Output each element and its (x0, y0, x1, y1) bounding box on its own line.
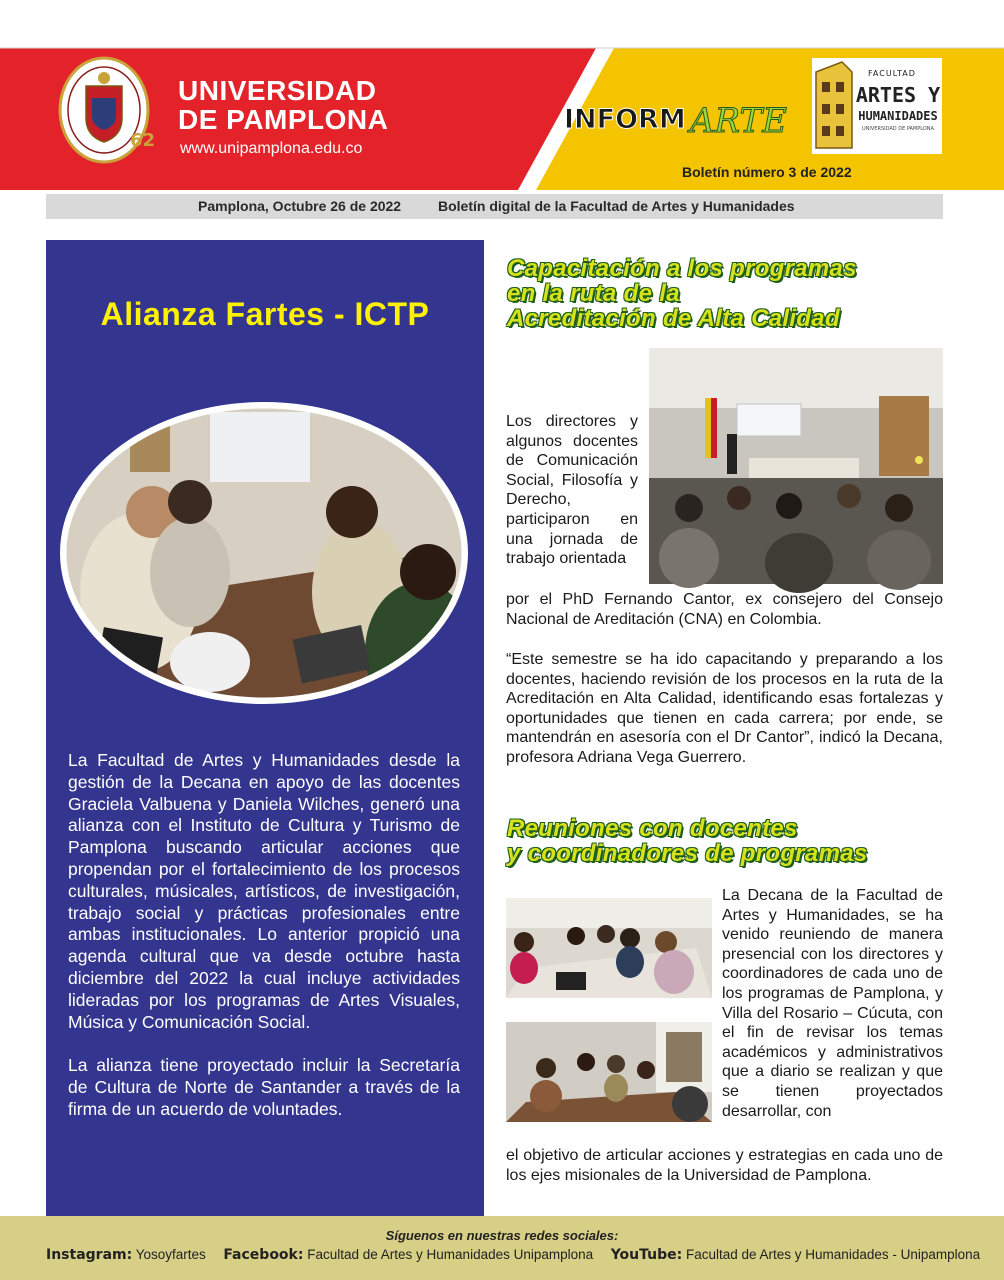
svg-text:ARTES Y: ARTES Y (855, 83, 941, 107)
article1-title (507, 256, 857, 331)
meeting-photo-2 (506, 1022, 712, 1122)
university-name-line1: UNIVERSIDAD (178, 75, 377, 106)
university-url[interactable]: www.unipamplona.edu.co (180, 140, 363, 157)
article1-quote: “Este semestre se ha ido capacitando y preparando a los docentes, haciendo revisión de los procesos en la ruta de la Acreditación en Alta Calidad, identificando esas fortalezas y oportunidades que tienen en cada carrera; por ende, se mantendrán en asesoría con el Dr Cantor”, indicó la Decana, profesora Adriana Vega Guerrero. (506, 651, 943, 766)
date-bar (46, 194, 943, 219)
left-article-paragraph-1: La Facultad de Artes y Humanidades desde la gestión de la Decana en apoyo de las docentes Graciela Valbuena y Daniela Wilches, generó una alianza con el Instituto de Cultura y Turismo de Pamplona buscando articular acciones que propendan por el fortalecimiento de los procesos culturales, músicales, artísticos, de investigación, trabajo social y prácticas profesionales entre ambas institucionales. Lo anterior propició una agenda cultural que va desde octubre hasta diciembre del 2022 la cual incluye actividades lideradas por los programas de Artes Visuales, Música y Comunicación Social. (68, 750, 460, 1032)
svg-text:62: 62 (130, 130, 156, 151)
university-name (178, 76, 388, 134)
svg-text:HUMANIDADES: HUMANIDADES (858, 109, 938, 123)
article2-title-line2: y coordinadores de programas (507, 840, 868, 867)
article1-title-line2: en la ruta de la (507, 280, 680, 307)
article2-title-line1: Reuniones con docentes (507, 815, 798, 842)
article2-text-beside-photos: La Decana de la Facultad de Artes y Humanidades, se ha venido reuniendo de manera presencial con los directores y coordinadores de cada uno de los programas de Pamplona, y Villa del Rosario – Cúcuta, con el fin de revisar los temas académicos y administrativos que a diario se realizan y que se tienen proyectados desarrollar, con (722, 887, 943, 1120)
follow-us-label: Síguenos en nuestras redes sociales: (385, 1228, 619, 1243)
left-article-title: Alianza Fartes - ICTP (100, 296, 430, 332)
university-seal-logo (56, 56, 156, 168)
youtube-label: YouTube: (610, 1247, 683, 1263)
article1-text-below-photo: por el PhD Fernando Cantor, ex consejero del Consejo Nacional de Areditación (CNA) en Colombia. (506, 591, 943, 628)
svg-text:FACULTAD: FACULTAD (868, 69, 916, 78)
meeting-photo-1 (506, 898, 712, 998)
faculty-logo (812, 58, 942, 154)
article1-text-beside-photo: Los directores y algunos docentes de Comunicación Social, Filosofía y Derecho, participaron en una jornada de trabajo orientada (506, 413, 638, 568)
instagram-label: Instagram: (46, 1247, 133, 1263)
left-article-body (68, 750, 460, 1143)
publication-date: Pamplona, Octubre 26 de 2022 (198, 198, 402, 214)
facebook-link[interactable]: Facultad de Artes y Humanidades Unipamplona (307, 1247, 594, 1262)
youtube-link[interactable]: Facultad de Artes y Humanidades - Unipamplona (685, 1247, 981, 1262)
header (0, 0, 1004, 190)
instagram-link[interactable]: Yosoyfartes (135, 1247, 206, 1262)
article1-title-line1: Capacitación a los programas (507, 255, 857, 282)
left-article-paragraph-2: La alianza tiene proyectado incluir la Secretaría de Cultura de Norte de Santander a través de la firma de un acuerdo de voluntades. (68, 1055, 460, 1119)
bulletin-number: Boletín número 3 de 2022 (682, 164, 852, 180)
svg-text:ARTE: ARTE (690, 101, 788, 141)
article2-text-below: el objetivo de articular acciones y estrategias en cada uno de los ejes misionales de la Universidad de Pamplona. (506, 1147, 943, 1184)
left-article-panel (46, 240, 484, 1216)
training-session-photo (649, 348, 943, 584)
university-name-line2: DE PAMPLONA (178, 104, 389, 135)
svg-text:UNIVERSIDAD DE PAMPLONA: UNIVERSIDAD DE PAMPLONA (862, 126, 934, 132)
footer-social-bar (0, 1216, 1004, 1280)
informarte-logo (562, 92, 802, 144)
facebook-label: Facebook: (223, 1247, 304, 1263)
social-links (46, 1247, 980, 1263)
article2-title (507, 816, 868, 866)
article1-title-line3: Acreditación de Alta Calidad (507, 305, 840, 332)
meeting-photo-oval (60, 402, 468, 704)
svg-text:INFORM: INFORM (564, 104, 686, 135)
bulletin-subtitle: Boletín digital de la Facultad de Artes y Humanidades (438, 198, 795, 214)
